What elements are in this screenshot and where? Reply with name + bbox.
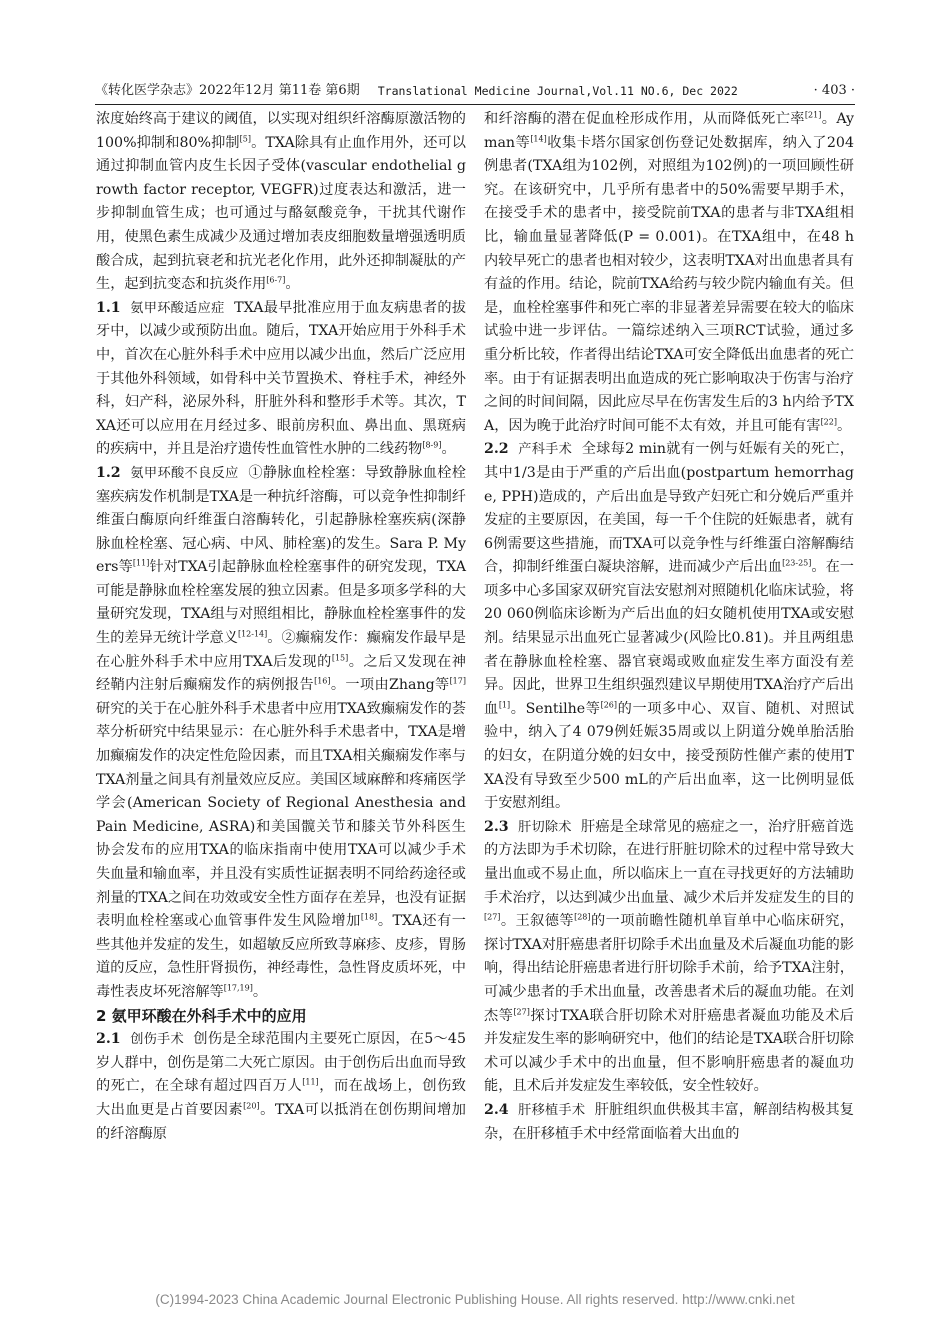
page-number: · 403 · <box>813 83 855 98</box>
section-2-4: 2.4 肝移植手术 肝脏组织血供极其丰富，解剖结构极其复杂，在肝移植手术中经常面临着大出血的 <box>484 1101 854 1142</box>
section-1-2: 1.2 氨甲环酸不良反应 ①静脉血栓栓塞：导致静脉血栓栓塞疾病发作机制是TXA是一种抗纤溶酶，可以竞争性抑制纤维蛋白酶原向纤维蛋白溶酶转化，引起静脉栓塞疾病(深静脉血栓栓塞、冠心病、中风、肺栓塞)的发生。Sara P. Myers等[11]针对TXA引起静脉血栓栓塞事件的研究发现，TXA可能是静脉血栓栓塞发展的独立因素。但是多项多学科的大量研究发现，TXA组与对照组相比，静脉血栓栓塞事件的发生的差异无统计学意义[12-14]。②癫痫发作：癫痫发作最早是在心脏外科手术中应用TXA后发现的[15]。之后又发现在神经鞘内注射后癫痫发作的病例报告[16]。一项由Zhang等[17]研究的关于在心脏外科手术患者中应用TXA致癫痫发作的荟萃分析研究中结果显示：在心脏外科手术患者中，TXA是增加癫痫发作的决定性危险因素，而且TXA相关癫痫发作率与TXA剂量之间具有剂量效应反应。美国区域麻醉和疼痛医学学会(American Society of Regional Anesthesia and Pain Medicine, ASRA)和美国髋关节和膝关节外科医生协会发布的应用TXA的临床指南中使用TXA可以减少手术失血量和输血率，并且没有实质性证据表明不同给药途径或剂量的TXA之间在功效或安全性方面存在差异，也没有证据表明血栓栓塞或心血管事件发生风险增加[18]。TXA还有一些其他并发症的发生，如超敏反应所致荨麻疹、皮疹，胃肠道的反应，急性肝肾损伤，神经毒性，急性肾皮质坏死，中毒性表皮坏死溶解等[17,19]。 <box>96 464 466 1000</box>
citation[interactable]: [16] <box>314 676 331 686</box>
section-2-2: 2.2 产科手术 全球每2 min就有一例与妊娠有关的死亡，其中1/3是由于严重的产后出血(postpartum hemorrhage, PPH)造成的，产后出血是导致产妇死亡和分娩后严重并发症的主要原因，在美国，每一千个住院的妊娠患者，就有6例需要这些措施，而TXA可以竞争性与纤维蛋白溶解酶结合，抑制纤维蛋白凝块溶解，进而减少产后出血[23-25]。在一项多中心多国家双研究盲法安慰剂对照随机化临床试验，将20 060例临床诊断为产后出血的妇女随机使用TXA或安慰剂。结果显示出血死亡显著减少(风险比0.81)。并且两组患者在静脉血栓栓塞、器官衰竭或败血症发生率方面没有差异。因此，世界卫生组织强烈建议早期使用TXA治疗产后出血[1]。Sentilhe等[26]的一项多中心、双盲、随机、对照试验中，纳入了4 079例妊娠35周或以上阴道分娩单胎活胎的妇女，在阴道分娩的妇女中，接受预防性催产素的使用TXA没有导致至少500 mL的产后出血率，这一比例明显低于安慰剂组。 <box>484 441 854 812</box>
citation[interactable]: [8-9] <box>422 440 442 450</box>
citation[interactable]: [6-7] <box>266 275 286 285</box>
paragraph: 浓度始终高于建议的阈值，以实现对组织纤溶酶原激活物的100%抑制和80%抑制[5]。TXA除具有止血作用外，还可以通过抑制血管内皮生长因子受体(vascular endothelial growth factor receptor, VEGFR)过度表达和激活，进一步抑制血管生成；也可通过与酪氨酸竞争，干扰其代谢作用，使黑色素生成减少及通过增加表皮细胞数量增强透明质酸合成，起到抗衰老和抗光老化作用，此外还抑制凝肽的产生，起到抗变态和抗炎作用[6-7]。 <box>96 111 466 293</box>
section-number: 2.2 <box>484 441 509 458</box>
citation[interactable]: [20] <box>243 1101 260 1111</box>
citation[interactable]: [11] <box>302 1077 319 1087</box>
copyright-footer: (C)1994-2023 China Academic Journal Electronic Publishing House. All rights reserved. http://www.cnki.net <box>155 1292 795 1307</box>
section-number: 2.3 <box>484 818 509 835</box>
section-title: 氨甲环酸适应症 <box>130 300 225 316</box>
right-column <box>484 108 854 1146</box>
section-title: 氨甲环酸不良反应 <box>130 465 239 481</box>
citation[interactable]: [27] <box>513 1006 530 1016</box>
section-title: 产科手术 <box>518 442 573 458</box>
section-title: 肝切除术 <box>518 819 572 835</box>
citation[interactable]: [14] <box>530 133 547 143</box>
section-2-3: 2.3 肝切除术 肝癌是全球常见的癌症之一，治疗肝癌首选的方法即为手术切除，在进行肝脏切除术的过程中常导致大量出血或不易止血，所以临床上一直在寻找更好的方法辅助手术治疗，以达到减少出血量、减少术后并发症发生的目的[27]。王叙德等[28]的一项前瞻性随机单盲单中心临床研究，探讨TXA对肝癌患者肝切除手术出血量及术后凝血功能的影响，得出结论肝癌患者进行肝切除手术前，给予TXA注射，可减少患者的手术出血量，改善患者术后的凝血功能。在刘杰等[27]探讨TXA联合肝切除术对肝癌患者凝血功能及术后并发症发生率的影响研究中，他们的结论是TXA联合肝切除术可以减少手术中的出血量，但不影响肝癌患者的凝血功能，且术后并发症发生率较低，安全性较好。 <box>484 818 854 1095</box>
journal-citation: 《转化医学杂志》2022年12月 第11卷 第6期 <box>95 83 360 98</box>
left-column <box>96 108 466 1146</box>
citation[interactable]: [23-25] <box>782 558 812 568</box>
section-title: 创伤手术 <box>130 1032 184 1048</box>
section-number: 2.1 <box>96 1031 121 1048</box>
citation[interactable]: [5] <box>239 133 251 143</box>
paragraph: 和纤溶酶的潜在促血栓形成作用，从而降低死亡率[21]。Ayman等[14]收集卡塔尔国家创伤登记处数据库，纳入了204例患者(TXA组为102例，对照组为102例)的一项回顾性研究。在该研究中，几乎所有患者中的50%需要早期手术，在接受手术的患者中，接受院前TXA的患者与非TXA组相比，输血量显著降低(P = 0.001)。在TXA组中，在48 h内较早死亡的患者也相对较少，这表明TXA对出血患者具有有益的作用。结论，院前TXA给药与较少院内输血有关。但是，血栓栓塞事件和死亡率的非显著差异需要在较大的临床试验中进一步评估。一篇综述纳入三项RCT试验，通过多重分析比较，作者得出结论TXA可安全降低出血患者的死亡率。由于有证据表明出血造成的死亡影响取决于伤害与治疗之间的时间间隔，因此应尽早在伤害发生后的3 h内给予TXA，因为晚于此治疗时间可能不太有效，并且可能有害[22]。 <box>484 110 854 434</box>
citation[interactable]: [22] <box>820 416 837 426</box>
citation[interactable]: [18] <box>360 912 378 922</box>
citation[interactable]: [17,19] <box>223 983 253 993</box>
running-header <box>95 82 855 105</box>
section-2-1: 2.1 创伤手术 创伤是全球范围内主要死亡原因，在5～45岁人群中，创伤是第二大死亡原因。由于创伤后出血而导致的死亡，在全球有超过四百万人[11]，而在战场上，创伤致大出血更是占首要因素[20]。TXA可以抵消在创伤期间增加的纤溶酶原 <box>96 1031 466 1142</box>
citation[interactable]: [1] <box>498 700 511 710</box>
section-number: 2.4 <box>484 1101 509 1118</box>
citation[interactable]: [21] <box>804 110 822 120</box>
citation[interactable]: [11] <box>132 558 150 568</box>
citation[interactable]: [27] <box>484 912 501 922</box>
section-1-1: 1.1 氨甲环酸适应症 TXA最早批准应用于血友病患者的拔牙中，以减少或预防出血。随后，TXA开始应用于外科手术中，首次在心脏外科手术中应用以减少出血，然后广泛应用于其他外科领域，如骨科中关节置换术、脊柱手术，神经外科，妇产科，泌尿外科，肝脏外科和整形手术等。其次，TXA还可以应用在月经过多、眼前房积血、鼻出血、黑斑病的疾病中，并且是治疗遗传性血管性水肿的二线药物[8-9]。 <box>96 299 467 458</box>
section-number: 1.1 <box>96 299 121 316</box>
section-number: 1.2 <box>96 464 121 481</box>
citation[interactable]: [12-14] <box>237 629 268 639</box>
section-2-heading: 2 氨甲环酸在外科手术中的应用 <box>96 1006 307 1025</box>
citation[interactable]: [26] <box>600 700 618 710</box>
citation[interactable]: [17] <box>449 676 466 686</box>
citation[interactable]: [15] <box>331 652 349 662</box>
citation[interactable]: [28] <box>574 912 591 922</box>
section-title: 肝移植手术 <box>518 1102 586 1118</box>
journal-english-citation: Translational Medicine Journal,Vol.11 NO.6, Dec 2022 <box>377 84 738 98</box>
